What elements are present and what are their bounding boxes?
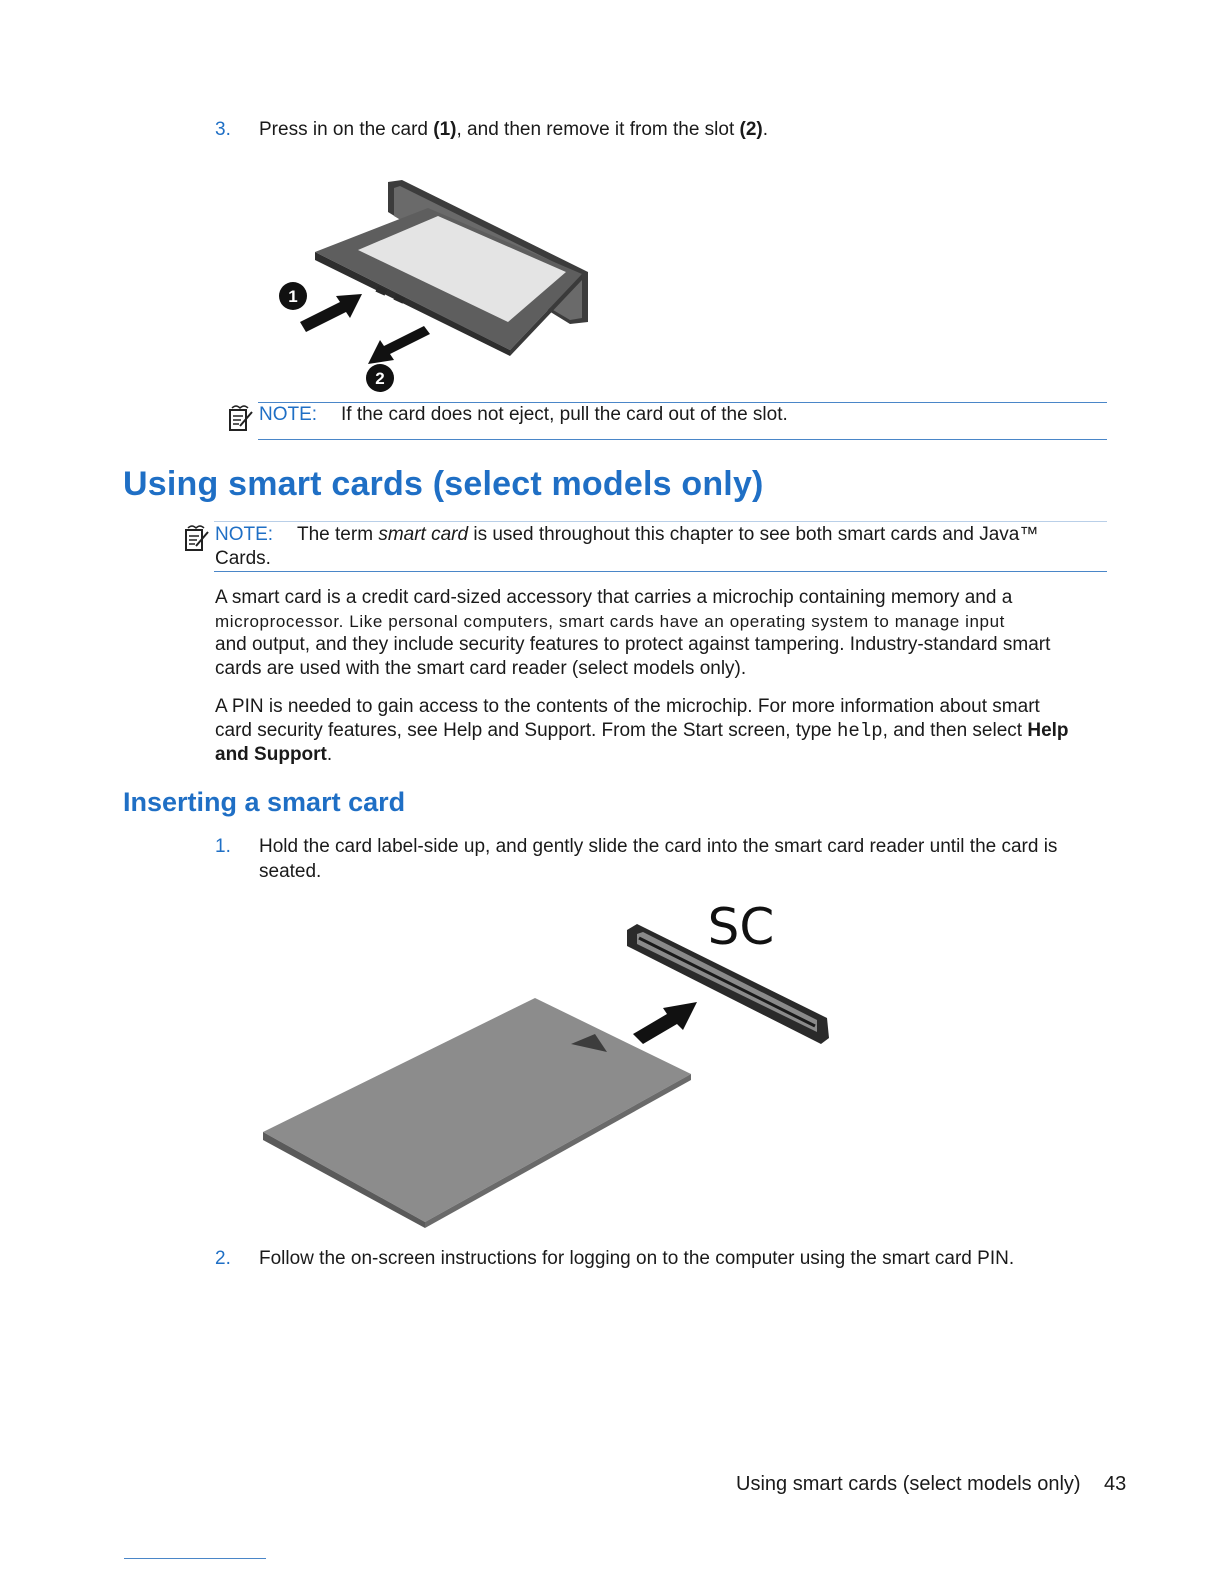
callout-ref-2: (2) bbox=[739, 119, 763, 140]
callout-2-label: 2 bbox=[375, 369, 385, 388]
note-2-text-b: is used throughout this chapter to see both smart cards and Java™ bbox=[468, 524, 1039, 545]
step-1-line-1: Hold the card label-side up, and gently slide the card into the smart card reader until the card is bbox=[259, 836, 1058, 857]
callout-1-label: 1 bbox=[288, 287, 298, 306]
step-3-text bbox=[259, 117, 768, 142]
pull-arrow bbox=[368, 326, 430, 364]
step-1-text bbox=[259, 834, 1057, 884]
para-2-line-2-a: card security features, see Help and Support. From the Start screen, type bbox=[215, 719, 838, 741]
step-2-text: Follow the on-screen instructions for logging on to the computer using the smart card PIN. bbox=[259, 1248, 1015, 1269]
paragraph-smart-card-intro bbox=[215, 586, 1050, 680]
note-icon bbox=[228, 404, 254, 432]
para-1-line-4: cards are used with the smart card reader (select models only). bbox=[215, 657, 747, 679]
callout-ref-1: (1) bbox=[433, 119, 457, 140]
note-1-label: NOTE: bbox=[259, 404, 318, 425]
card-eject-illustration bbox=[270, 172, 610, 397]
step-1-line-2: seated. bbox=[259, 861, 322, 882]
note-2-label: NOTE: bbox=[215, 524, 274, 545]
page-number: 43 bbox=[1104, 1473, 1127, 1495]
paragraph-pin-info bbox=[215, 695, 1069, 767]
note-icon bbox=[184, 524, 210, 552]
para-2-line-2-b: , and then select bbox=[882, 719, 1028, 741]
note-2-italic: smart card bbox=[378, 524, 469, 545]
note-1-bottom-rule bbox=[258, 439, 1107, 440]
subsection-title: Inserting a smart card bbox=[123, 787, 406, 817]
step-3-number: 3. bbox=[215, 119, 231, 140]
para-2-line-2 bbox=[215, 719, 1069, 744]
para-1-line-2: microprocessor. Like personal computers, smart cards have an operating system to manage input bbox=[215, 611, 1005, 631]
help-link-text-b: and Support bbox=[215, 744, 327, 765]
insert-arrow bbox=[633, 1002, 697, 1044]
reader-label: SC bbox=[707, 898, 775, 956]
note-2-text bbox=[297, 522, 1038, 547]
help-command: help bbox=[837, 719, 883, 742]
note-2-bottom-rule bbox=[214, 571, 1107, 572]
para-1-line-1: A smart card is a credit card-sized accessory that carries a microchip containing memory and a bbox=[215, 587, 1013, 608]
footer-rule bbox=[124, 1558, 266, 1559]
step-3-text-c: . bbox=[762, 119, 769, 140]
para-2-line-1: A PIN is needed to gain access to the contents of the microchip. For more information about smart bbox=[215, 696, 1040, 717]
section-title: Using smart cards (select models only) bbox=[123, 465, 764, 503]
smart-card-insert-illustration bbox=[255, 890, 845, 1230]
para-2-line-3-end: . bbox=[326, 744, 333, 765]
note-2-text-continued: Cards. bbox=[215, 548, 271, 569]
note-2-text-a: The term bbox=[297, 524, 379, 545]
step-1-number: 1. bbox=[215, 836, 231, 857]
step-3-text-b: , and then remove it from the slot bbox=[456, 119, 740, 140]
push-arrow bbox=[300, 294, 362, 332]
footer-title: Using smart cards (select models only) bbox=[736, 1473, 1081, 1495]
step-2-number: 2. bbox=[215, 1248, 231, 1269]
para-1-line-3: and output, and they include security features to protect against tampering. Industry-standard smart bbox=[215, 634, 1051, 655]
para-2-line-3 bbox=[215, 743, 1069, 767]
step-3-text-a: Press in on the card bbox=[259, 119, 434, 140]
note-1-text: If the card does not eject, pull the card out of the slot. bbox=[341, 404, 788, 425]
help-link-text-a: Help bbox=[1027, 719, 1069, 741]
